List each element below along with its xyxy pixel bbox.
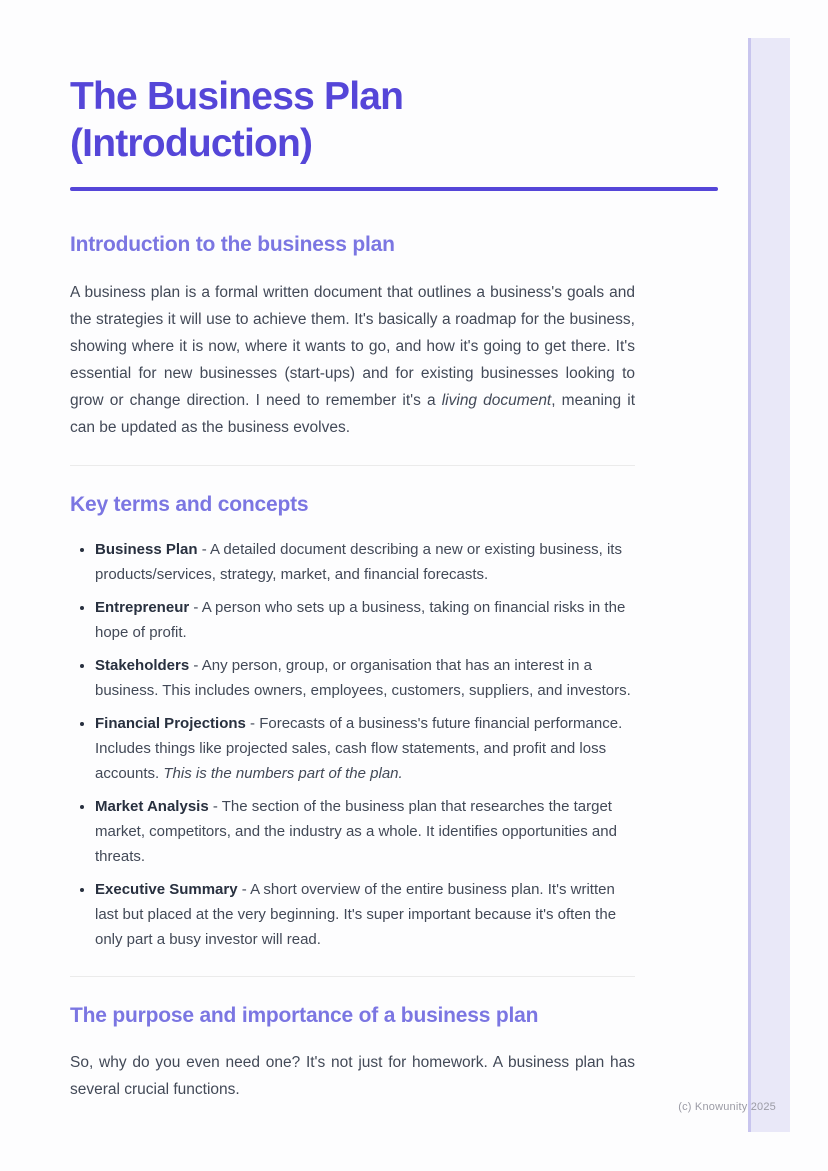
- page-edge-strip: [748, 38, 790, 1132]
- list-item-executive-summary: [95, 877, 635, 952]
- purpose-paragraph: So, why do you even need one? It's not just for homework. A business plan has several crucial functions.: [70, 1053, 635, 1098]
- term-definition: - A person who sets up a business, taking on financial risks in the hope of profit.: [95, 598, 626, 641]
- key-terms-list: [70, 537, 635, 952]
- term-label: Business Plan: [95, 540, 198, 558]
- section-heading-introduction: Introduction to the business plan: [70, 232, 395, 256]
- term-italic-note: This is the numbers part of the plan.: [163, 764, 403, 782]
- list-item-market-analysis: [95, 794, 635, 869]
- intro-paragraph: [70, 279, 635, 441]
- section-divider: [70, 465, 635, 466]
- section-heading-key-terms: Key terms and concepts: [70, 492, 309, 516]
- section-heading-purpose: The purpose and importance of a business plan: [70, 1003, 539, 1027]
- list-item-financial-projections: [95, 711, 635, 786]
- watermark: (c) Knowunity 2025: [678, 1101, 776, 1113]
- list-item-stakeholders: [95, 653, 635, 703]
- section-divider: [70, 976, 635, 977]
- term-label: Financial Projections: [95, 714, 246, 732]
- document-content: [70, 74, 635, 1103]
- intro-paragraph-text: A business plan is a formal written document that outlines a business's goals and the strategies it will use to achieve them. It's basically a roadmap for the business, showing where it is now, where it wants to go, and how it's going to get there. It's essential for new businesses (start-ups) and for existing businesses looking to grow or change direction. I need to remember it's a: [70, 283, 635, 409]
- page-title-line-2: (Introduction): [70, 121, 313, 165]
- term-label: Stakeholders: [95, 656, 190, 674]
- term-definition: - The section of the business plan that researches the target market, competitors, and the industry as a whole. It identifies opportunities and threats.: [95, 797, 617, 865]
- term-definition: - Any person, group, or organisation that has an interest in a business. This includes owners, employees, customers, suppliers, and investors.: [95, 656, 631, 699]
- term-definition: - A detailed document describing a new or existing business, its products/services, strategy, market, and financial forecasts.: [95, 540, 622, 583]
- page-title: [70, 74, 635, 168]
- term-label: Entrepreneur: [95, 598, 190, 616]
- list-item-business-plan: [95, 537, 635, 587]
- page-title-line-1: The Business Plan: [70, 75, 404, 118]
- term-definition: - Forecasts of a business's future financial performance. Includes things like projected sales, cash flow statements, and profit and loss accounts.: [95, 714, 623, 782]
- term-definition: - A short overview of the entire business plan. It's written last but placed at the very beginning. It's super important because it's often the only part a busy investor will read.: [95, 880, 617, 948]
- term-label: Market Analysis: [95, 797, 209, 815]
- term-label: Executive Summary: [95, 880, 238, 898]
- intro-paragraph-italic: living document: [441, 391, 552, 409]
- intro-paragraph-text-after: , meaning it can be updated as the business evolves.: [70, 391, 635, 436]
- list-item-entrepreneur: [95, 595, 635, 645]
- title-rule: [70, 187, 718, 191]
